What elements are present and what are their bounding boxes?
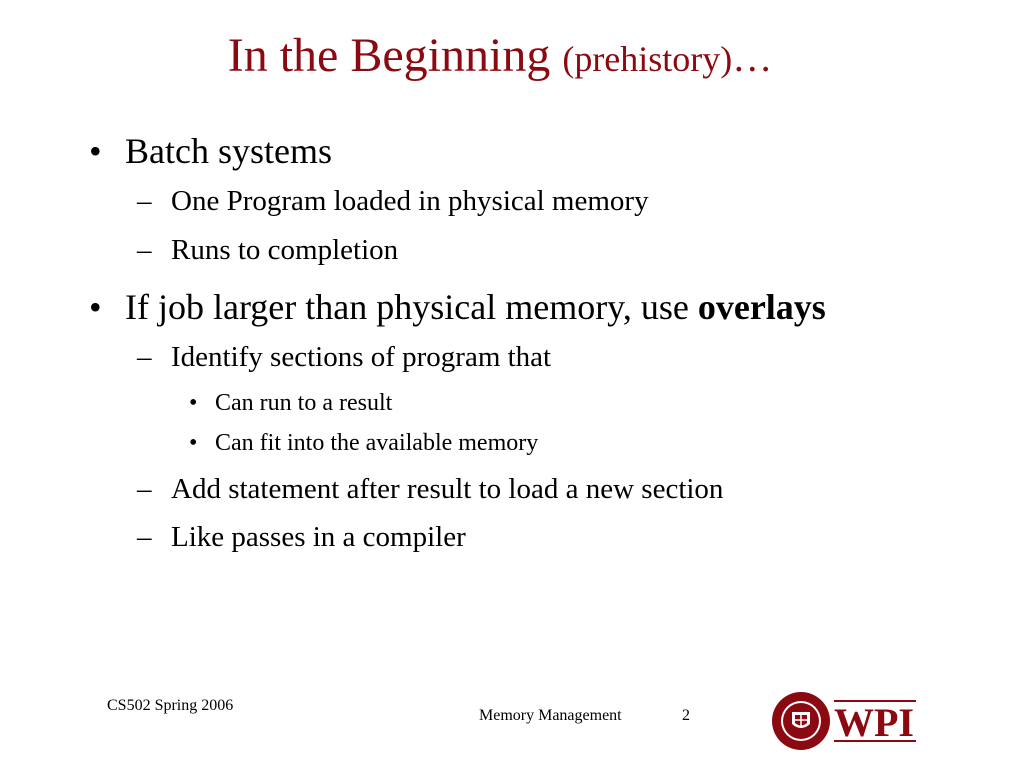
sub-bullet-add-statement	[137, 473, 724, 506]
bullet-text: Can fit into the available memory	[215, 430, 539, 456]
slide-title-sub: (prehistory)	[562, 39, 733, 79]
bullet-dot: •	[189, 390, 198, 416]
slide-title	[0, 28, 1000, 83]
wpi-seal-icon	[770, 690, 920, 752]
sub-sub-bullet-fit-memory	[189, 430, 539, 457]
sub-bullet-like-passes	[137, 521, 466, 554]
footer-topic: Memory Management	[479, 707, 622, 724]
footer-course: CS502 Spring 2006	[107, 697, 234, 714]
footer-page-number: 2	[682, 707, 690, 724]
wpi-logo-text: WPI	[834, 700, 914, 745]
bullet-dash: –	[137, 185, 152, 217]
bullet-overlays	[89, 286, 826, 328]
slide-title-ellipsis: …	[732, 35, 773, 80]
bullet-dot: •	[89, 131, 102, 171]
wpi-logo	[770, 690, 920, 752]
slide-title-main: In the Beginning	[227, 29, 563, 82]
bullet-dot: •	[189, 430, 198, 456]
sub-bullet-identify-sections	[137, 341, 552, 374]
bullet-text: Runs to completion	[171, 234, 399, 266]
bullet-dash: –	[137, 473, 152, 505]
bullet-text: Add statement after result to load a new section	[171, 473, 724, 505]
sub-sub-bullet-run-to-result	[189, 390, 393, 417]
bullet-text: Batch systems	[125, 131, 332, 171]
bullet-strong-term: overlays	[697, 287, 826, 327]
bullet-text: If job larger than physical memory, use	[125, 287, 698, 327]
bullet-text: Identify sections of program that	[171, 341, 552, 373]
bullet-text: Like passes in a compiler	[171, 521, 466, 553]
bullet-batch-systems	[89, 130, 332, 172]
bullet-dash: –	[137, 341, 152, 373]
bullet-text: One Program loaded in physical memory	[171, 185, 649, 217]
bullet-dash: –	[137, 234, 152, 266]
bullet-dash: –	[137, 521, 152, 553]
bullet-dot: •	[89, 287, 102, 327]
bullet-text: Can run to a result	[215, 390, 393, 416]
sub-bullet-one-program	[137, 185, 649, 218]
sub-bullet-runs-to-completion	[137, 234, 399, 267]
